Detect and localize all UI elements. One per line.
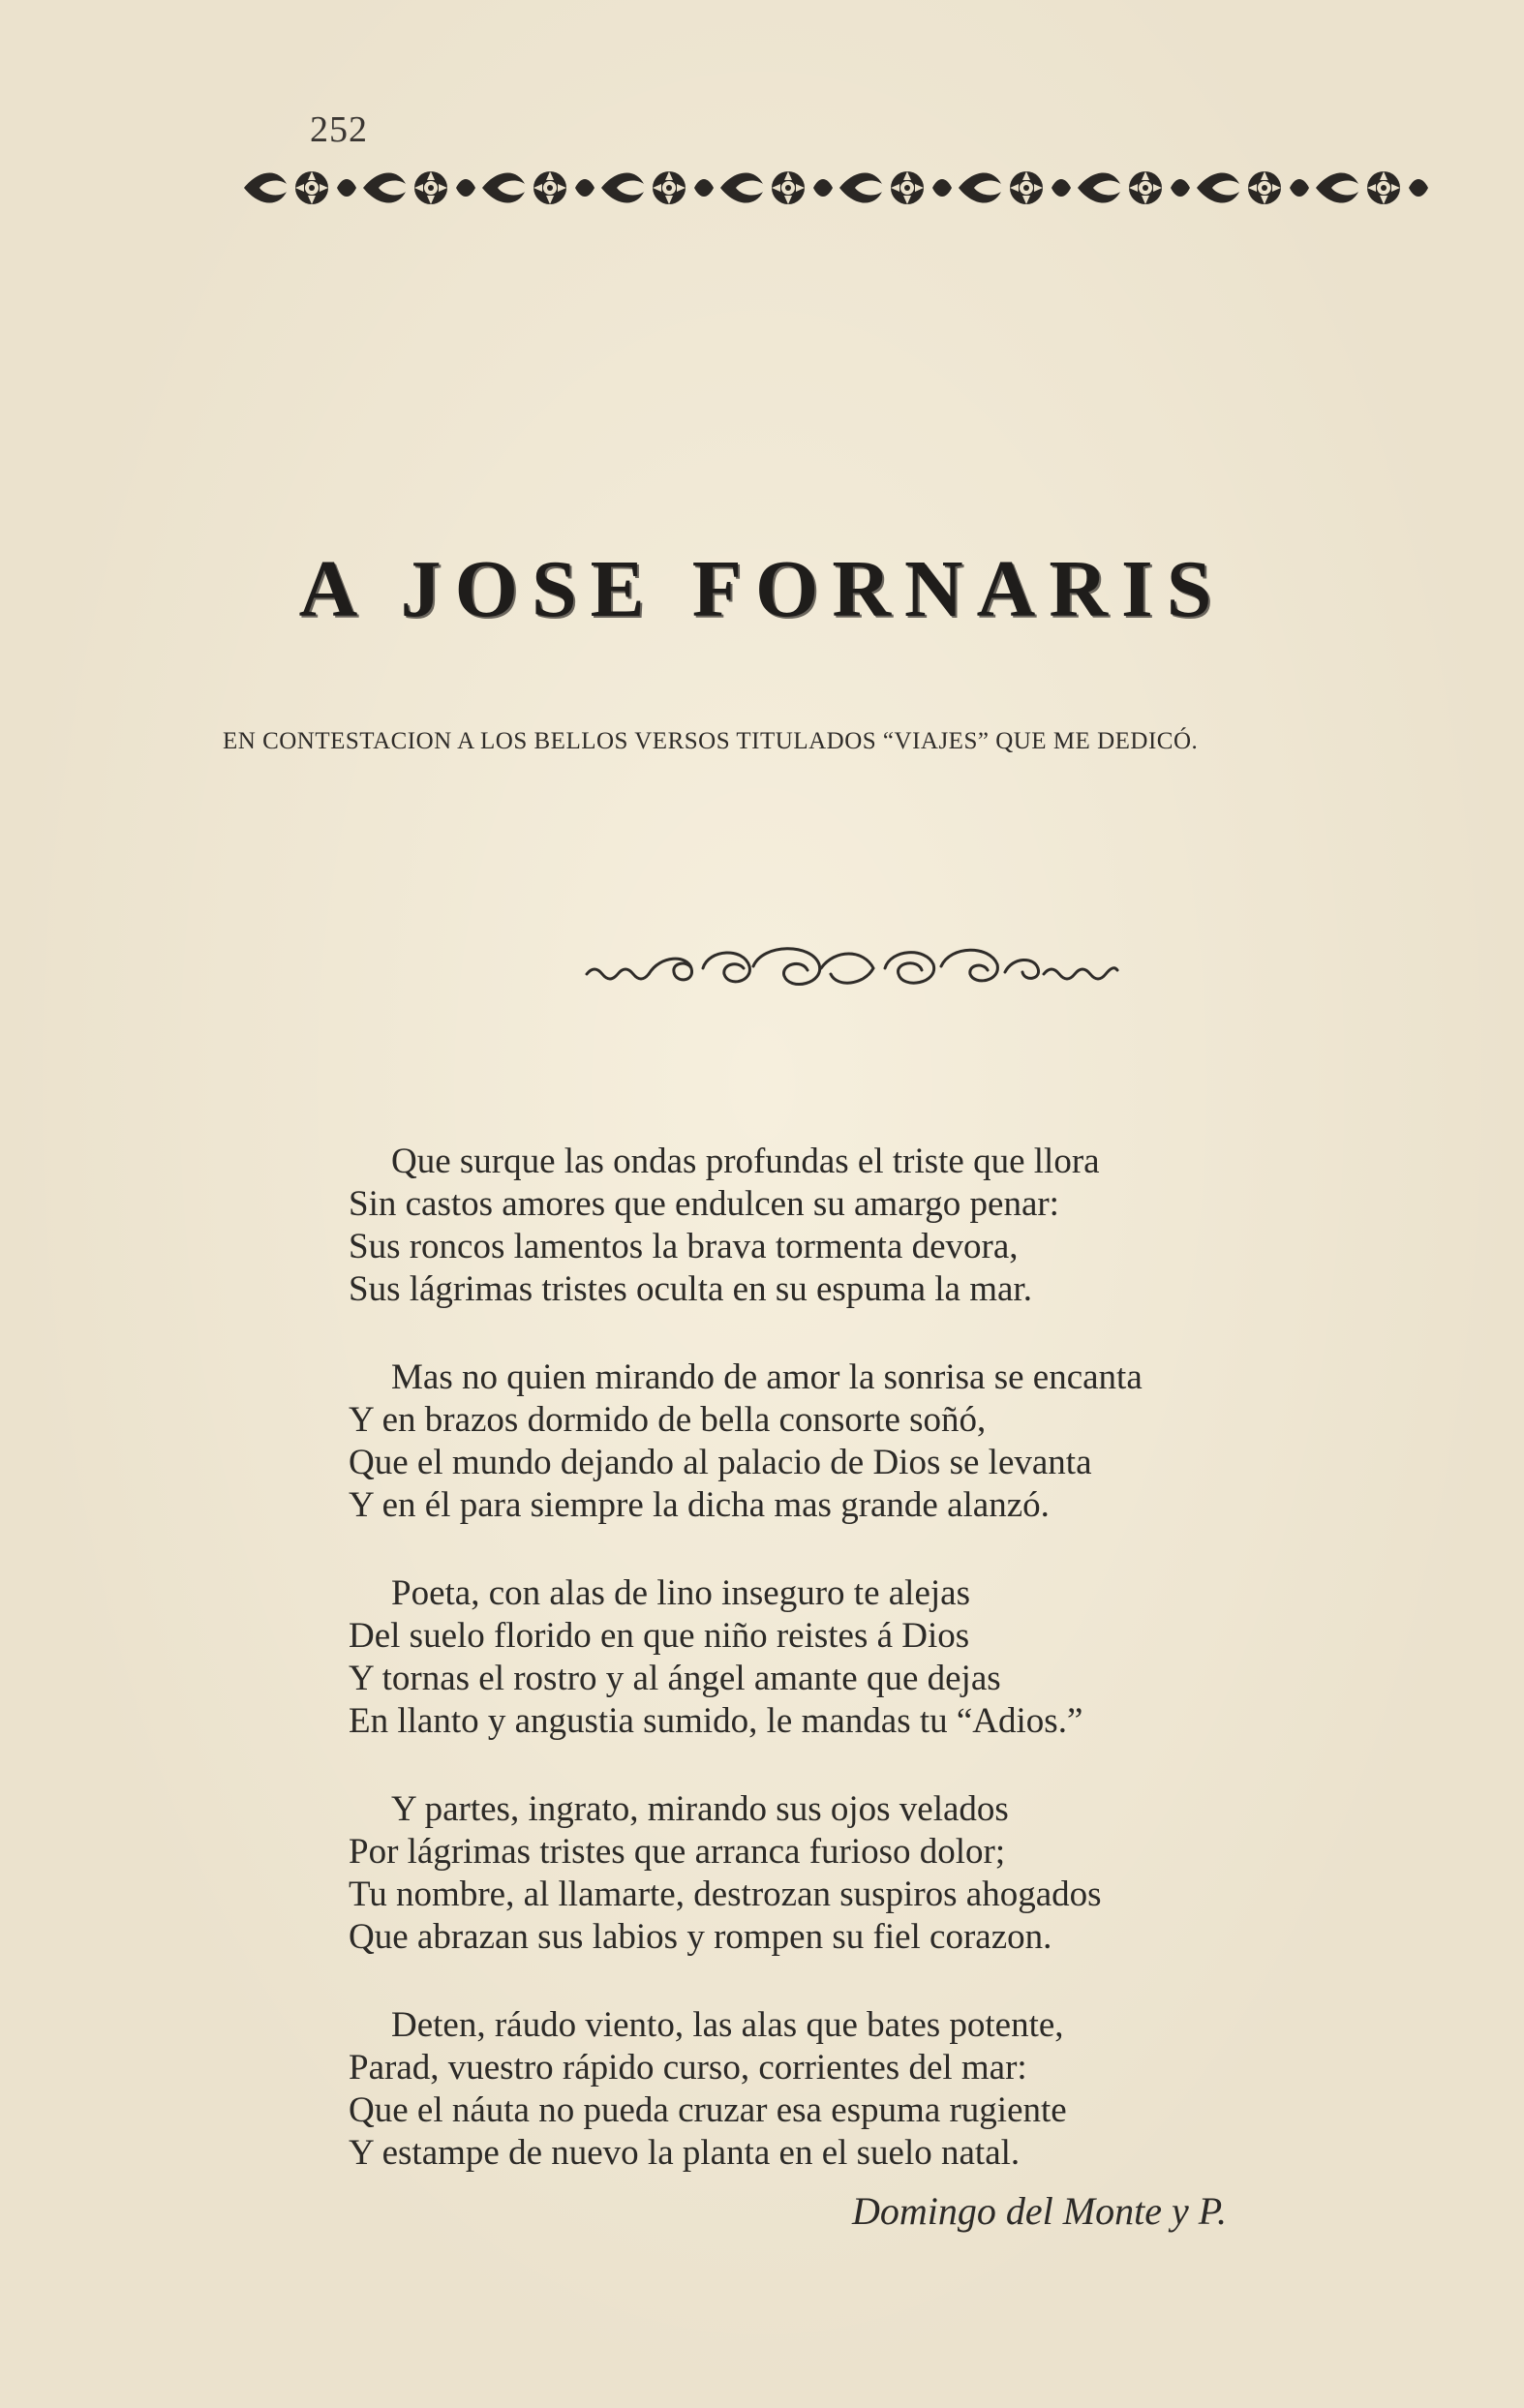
poem-line: Sin castos amores que endulcen su amargo penar: xyxy=(349,1184,1059,1224)
poem-line: Y en brazos dormido de bella consorte soñó, xyxy=(349,1400,987,1440)
poem-line: Sus lágrimas tristes oculta en su espuma la mar. xyxy=(349,1269,1032,1309)
poem-line: Del suelo florido en que niño reistes á Dios xyxy=(349,1616,970,1656)
poem-line: Y estampe de nuevo la planta en el suelo natal. xyxy=(349,2133,1021,2173)
poem-line: Mas no quien mirando de amor la sonrisa se encanta xyxy=(391,1357,1143,1397)
poem-line: Poeta, con alas de lino inseguro te alejas xyxy=(391,1573,970,1613)
stanza xyxy=(349,1356,1365,1527)
poem-line: Que el náuta no pueda cruzar esa espuma rugiente xyxy=(349,2090,1067,2130)
poem-line: Que el mundo dejando al palacio de Dios se levanta xyxy=(349,1443,1092,1482)
stanza xyxy=(349,1141,1365,1311)
poem-line: Parad, vuestro rápido curso, corrientes del mar: xyxy=(349,2048,1027,2088)
poem-line: Y en él para siempre la dicha mas grande alanzó. xyxy=(349,1485,1050,1525)
stanza xyxy=(349,2004,1365,2175)
poem-line: Por lágrimas tristes que arranca furioso dolor; xyxy=(349,1832,1006,1872)
poem-line: Y tornas el rostro y al ángel amante que dejas xyxy=(349,1659,1001,1698)
stanza xyxy=(349,1788,1365,1959)
poem-line: Que surque las ondas profundas el triste que llora xyxy=(391,1142,1100,1181)
scroll-flourish-ornament xyxy=(583,935,1125,999)
floral-border-ornament xyxy=(240,163,1433,213)
stanza xyxy=(349,1572,1365,1743)
poem-line: Tu nombre, al llamarte, destrozan suspiros ahogados xyxy=(349,1875,1102,1914)
poem-title: A JOSE FORNARIS xyxy=(298,544,1226,634)
poem-body xyxy=(349,1141,1365,2220)
poem-line: Que abrazan sus labios y rompen su fiel corazon. xyxy=(349,1917,1052,1957)
author-signature: Domingo del Monte y P. xyxy=(852,2189,1227,2233)
page-number: 252 xyxy=(310,109,368,150)
poem-subtitle: EN CONTESTACION A LOS BELLOS VERSOS TITULADOS “VIAJES” QUE ME DEDICÓ. xyxy=(223,728,1199,754)
poem-line: Sus roncos lamentos la brava tormenta devora, xyxy=(349,1227,1019,1266)
poem-line: En llanto y angustia sumido, le mandas tu “Adios.” xyxy=(349,1701,1083,1741)
poem-line: Deten, ráudo viento, las alas que bates potente, xyxy=(391,2005,1064,2045)
poem-line: Y partes, ingrato, mirando sus ojos velados xyxy=(391,1789,1009,1829)
